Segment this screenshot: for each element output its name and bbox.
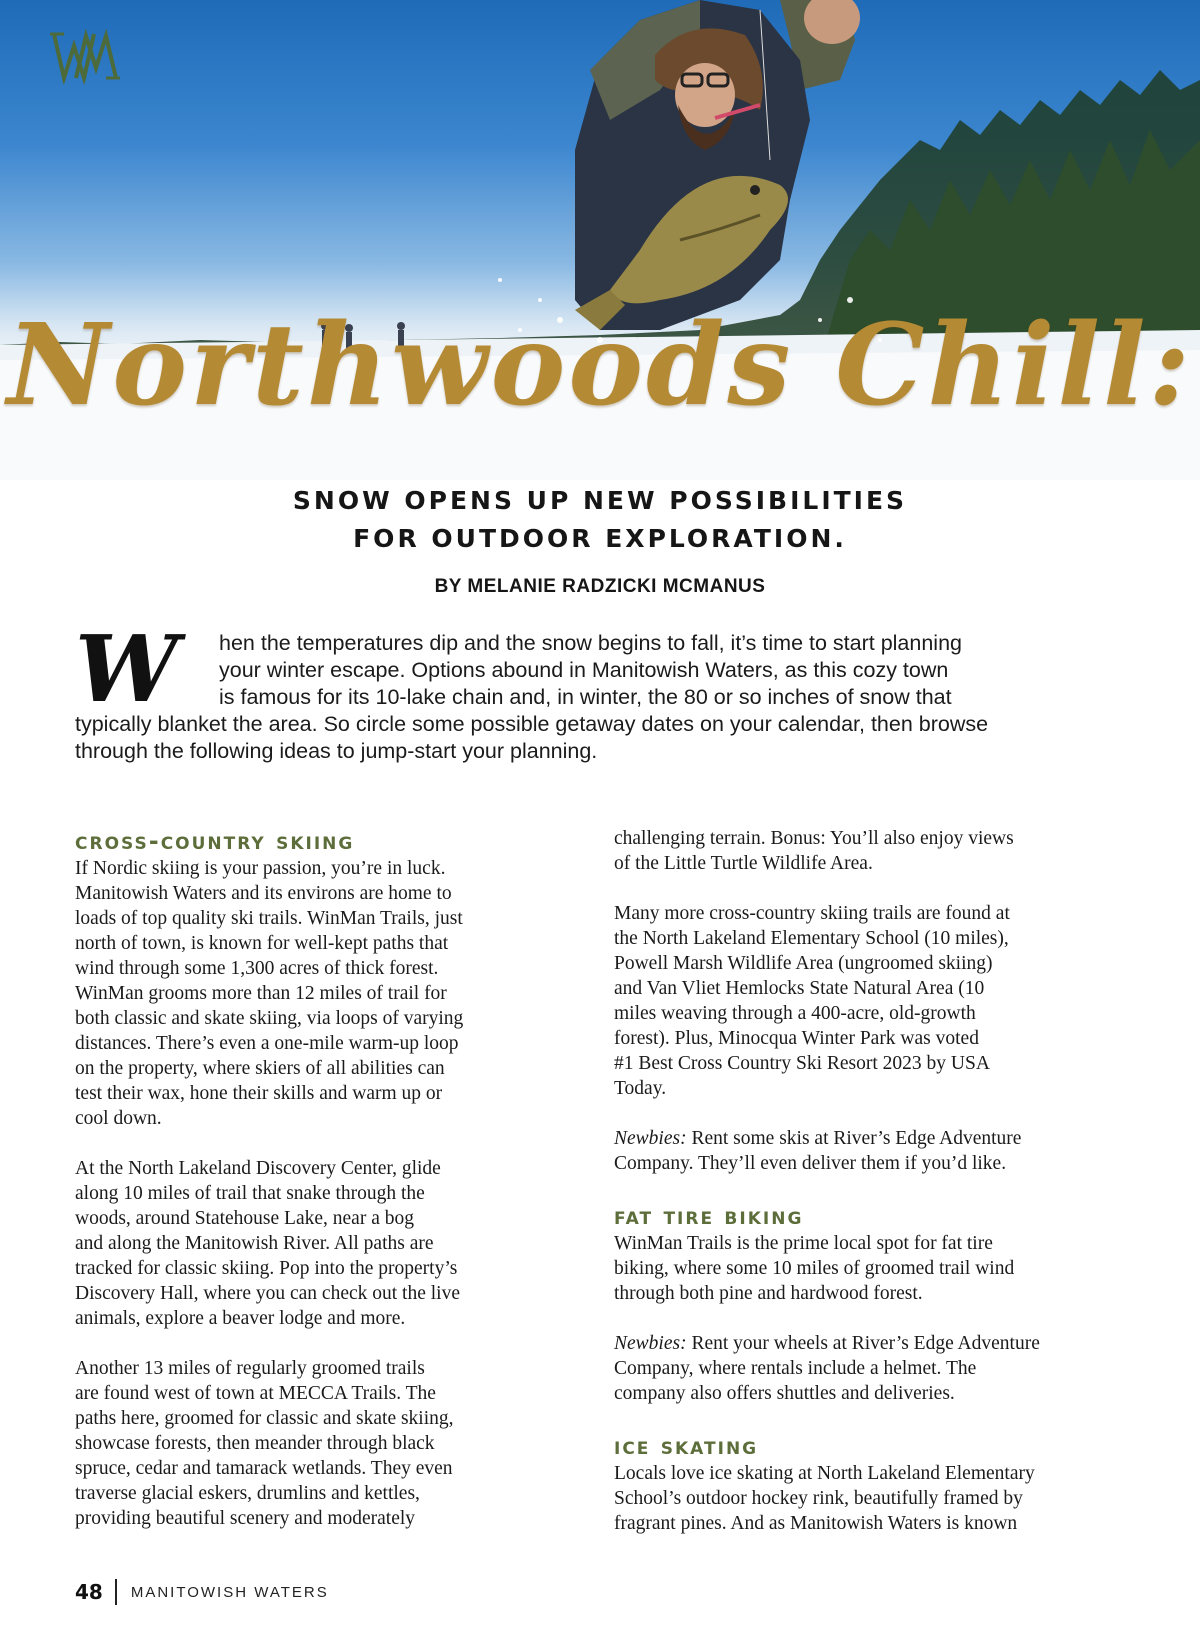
text-line: WinMan grooms more than 12 miles of trail for bbox=[75, 983, 447, 1004]
text-line: loads of top quality ski trails. WinMan Trails, just bbox=[75, 908, 463, 929]
magazine-logo bbox=[50, 28, 120, 84]
body-paragraph bbox=[614, 1231, 1114, 1306]
text-line: of the Little Turtle Wildlife Area. bbox=[614, 853, 873, 874]
page-footer bbox=[75, 1577, 329, 1607]
text-line: along 10 miles of trail that snake through the bbox=[75, 1183, 425, 1204]
page-number: 48 bbox=[75, 1580, 103, 1604]
text-line: Manitowish Waters and its environs are home to bbox=[75, 883, 452, 904]
text-line: miles weaving through a 400-acre, old-growth bbox=[614, 1003, 976, 1024]
text-line: #1 Best Cross Country Ski Resort 2023 by USA bbox=[614, 1053, 990, 1074]
body-paragraph bbox=[614, 901, 1114, 1101]
text-line: are found west of town at MECCA Trails. The bbox=[75, 1383, 436, 1404]
text-line: on the property, where skiers of all abilities can bbox=[75, 1058, 445, 1079]
footer-divider bbox=[115, 1579, 117, 1605]
body-paragraph bbox=[75, 856, 575, 1131]
intro-line: your winter escape. Options abound in Manitowish Waters, as this cozy town bbox=[219, 658, 949, 682]
hero-image bbox=[0, 0, 1200, 480]
body-paragraph bbox=[75, 1356, 575, 1531]
text-line: challenging terrain. Bonus: You’ll also enjoy views bbox=[614, 828, 1014, 849]
text-line: cool down. bbox=[75, 1108, 162, 1129]
text-line: through both pine and hardwood forest. bbox=[614, 1283, 923, 1304]
text-run: Rent your wheels at River’s Edge Adventure bbox=[686, 1333, 1040, 1354]
text-line: traverse glacial eskers, drumlins and kettles, bbox=[75, 1483, 420, 1504]
text-line: Another 13 miles of regularly groomed trails bbox=[75, 1358, 425, 1379]
intro-paragraph bbox=[75, 615, 1115, 765]
intro-line: through the following ideas to jump-start your planning. bbox=[75, 739, 598, 763]
body-paragraph bbox=[614, 1331, 1114, 1406]
subtitle-line: SNOW OPENS UP NEW POSSIBILITIES bbox=[292, 486, 908, 515]
text-line bbox=[614, 1331, 1114, 1356]
article-headline: Northwoods Chill: bbox=[7, 300, 1193, 431]
right-column bbox=[614, 826, 1114, 1561]
magazine-name: MANITOWISH WATERS bbox=[130, 1583, 329, 1601]
text-line: the North Lakeland Elementary School (10 miles), bbox=[614, 928, 1009, 949]
text-line: fragrant pines. And as Manitowish Waters is known bbox=[614, 1513, 1018, 1534]
text-line: biking, where some 10 miles of groomed trail wind bbox=[614, 1258, 1015, 1279]
article-subtitle bbox=[0, 482, 1200, 558]
text-line: woods, around Statehouse Lake, near a bog bbox=[75, 1208, 414, 1229]
text-line: providing beautiful scenery and moderately bbox=[75, 1508, 416, 1529]
text-line: Powell Marsh Wildlife Area (ungroomed skiing) bbox=[614, 953, 993, 974]
intro-line: hen the temperatures dip and the snow begins to fall, it’s time to start planning bbox=[219, 631, 962, 655]
text-line: Company, where rentals include a helmet. The bbox=[614, 1358, 977, 1379]
text-line: Discovery Hall, where you can check out the live bbox=[75, 1283, 460, 1304]
text-line bbox=[614, 1126, 1114, 1151]
text-line: spruce, cedar and tamarack wetlands. They even bbox=[75, 1458, 453, 1479]
left-column bbox=[75, 826, 575, 1556]
text-line: showcase forests, then meander through black bbox=[75, 1433, 435, 1454]
text-run: Rent some skis at River’s Edge Adventure bbox=[686, 1128, 1022, 1149]
intro-line: typically blanket the area. So circle some possible getaway dates on your calendar, then browse bbox=[75, 712, 989, 736]
text-line: paths here, groomed for classic and skate skiing, bbox=[75, 1408, 454, 1429]
body-paragraph bbox=[614, 1461, 1114, 1536]
text-line: tracked for classic skiing. Pop into the property’s bbox=[75, 1258, 458, 1279]
text-line: If Nordic skiing is your passion, you’re in luck. bbox=[75, 858, 446, 879]
text-line: company also offers shuttles and deliveries. bbox=[614, 1383, 955, 1404]
body-paragraph bbox=[614, 1126, 1114, 1176]
text-line: test their wax, hone their skills and warm up or bbox=[75, 1083, 443, 1104]
intro-line: is famous for its 10-lake chain and, in winter, the 80 or so inches of snow that bbox=[219, 685, 952, 709]
text-line: WinMan Trails is the prime local spot for fat tire bbox=[614, 1233, 993, 1254]
subtitle-line: FOR OUTDOOR EXPLORATION. bbox=[353, 524, 847, 553]
text-line: At the North Lakeland Discovery Center, glide bbox=[75, 1158, 441, 1179]
section-heading-ice-skating: ice skating bbox=[614, 1432, 759, 1460]
text-line: distances. There’s even a one-mile warm-up loop bbox=[75, 1033, 459, 1054]
section-heading-cross-country-skiing: cross-country skiing bbox=[75, 827, 355, 855]
text-line: wind through some 1,300 acres of thick forest. bbox=[75, 958, 439, 979]
body-paragraph bbox=[614, 826, 1114, 876]
drop-cap: W bbox=[75, 615, 179, 723]
wm-monogram-icon bbox=[50, 28, 120, 84]
text-line: School’s outdoor hockey rink, beautifully framed by bbox=[614, 1488, 1023, 1509]
section-heading-fat-tire-biking: fat tire biking bbox=[614, 1202, 804, 1230]
newbies-label: Newbies: bbox=[614, 1128, 687, 1149]
text-line: forest). Plus, Minocqua Winter Park was voted bbox=[614, 1028, 979, 1049]
body-paragraph bbox=[75, 1156, 575, 1331]
text-line: Many more cross-country skiing trails are found at bbox=[614, 903, 1010, 924]
text-line: north of town, is known for well-kept paths that bbox=[75, 933, 449, 954]
text-line: and along the Manitowish River. All paths are bbox=[75, 1233, 434, 1254]
text-line: and Van Vliet Hemlocks State Natural Area (10 bbox=[614, 978, 985, 999]
text-line: Locals love ice skating at North Lakeland Elementary bbox=[614, 1463, 1035, 1484]
text-line: Today. bbox=[614, 1078, 667, 1099]
text-line: animals, explore a beaver lodge and more. bbox=[75, 1308, 406, 1329]
newbies-label: Newbies: bbox=[614, 1333, 687, 1354]
text-line: both classic and skate skiing, via loops of varying bbox=[75, 1008, 464, 1029]
byline: BY MELANIE RADZICKI MCMANUS bbox=[434, 576, 766, 597]
text-line: Company. They’ll even deliver them if you’d like. bbox=[614, 1153, 1007, 1174]
